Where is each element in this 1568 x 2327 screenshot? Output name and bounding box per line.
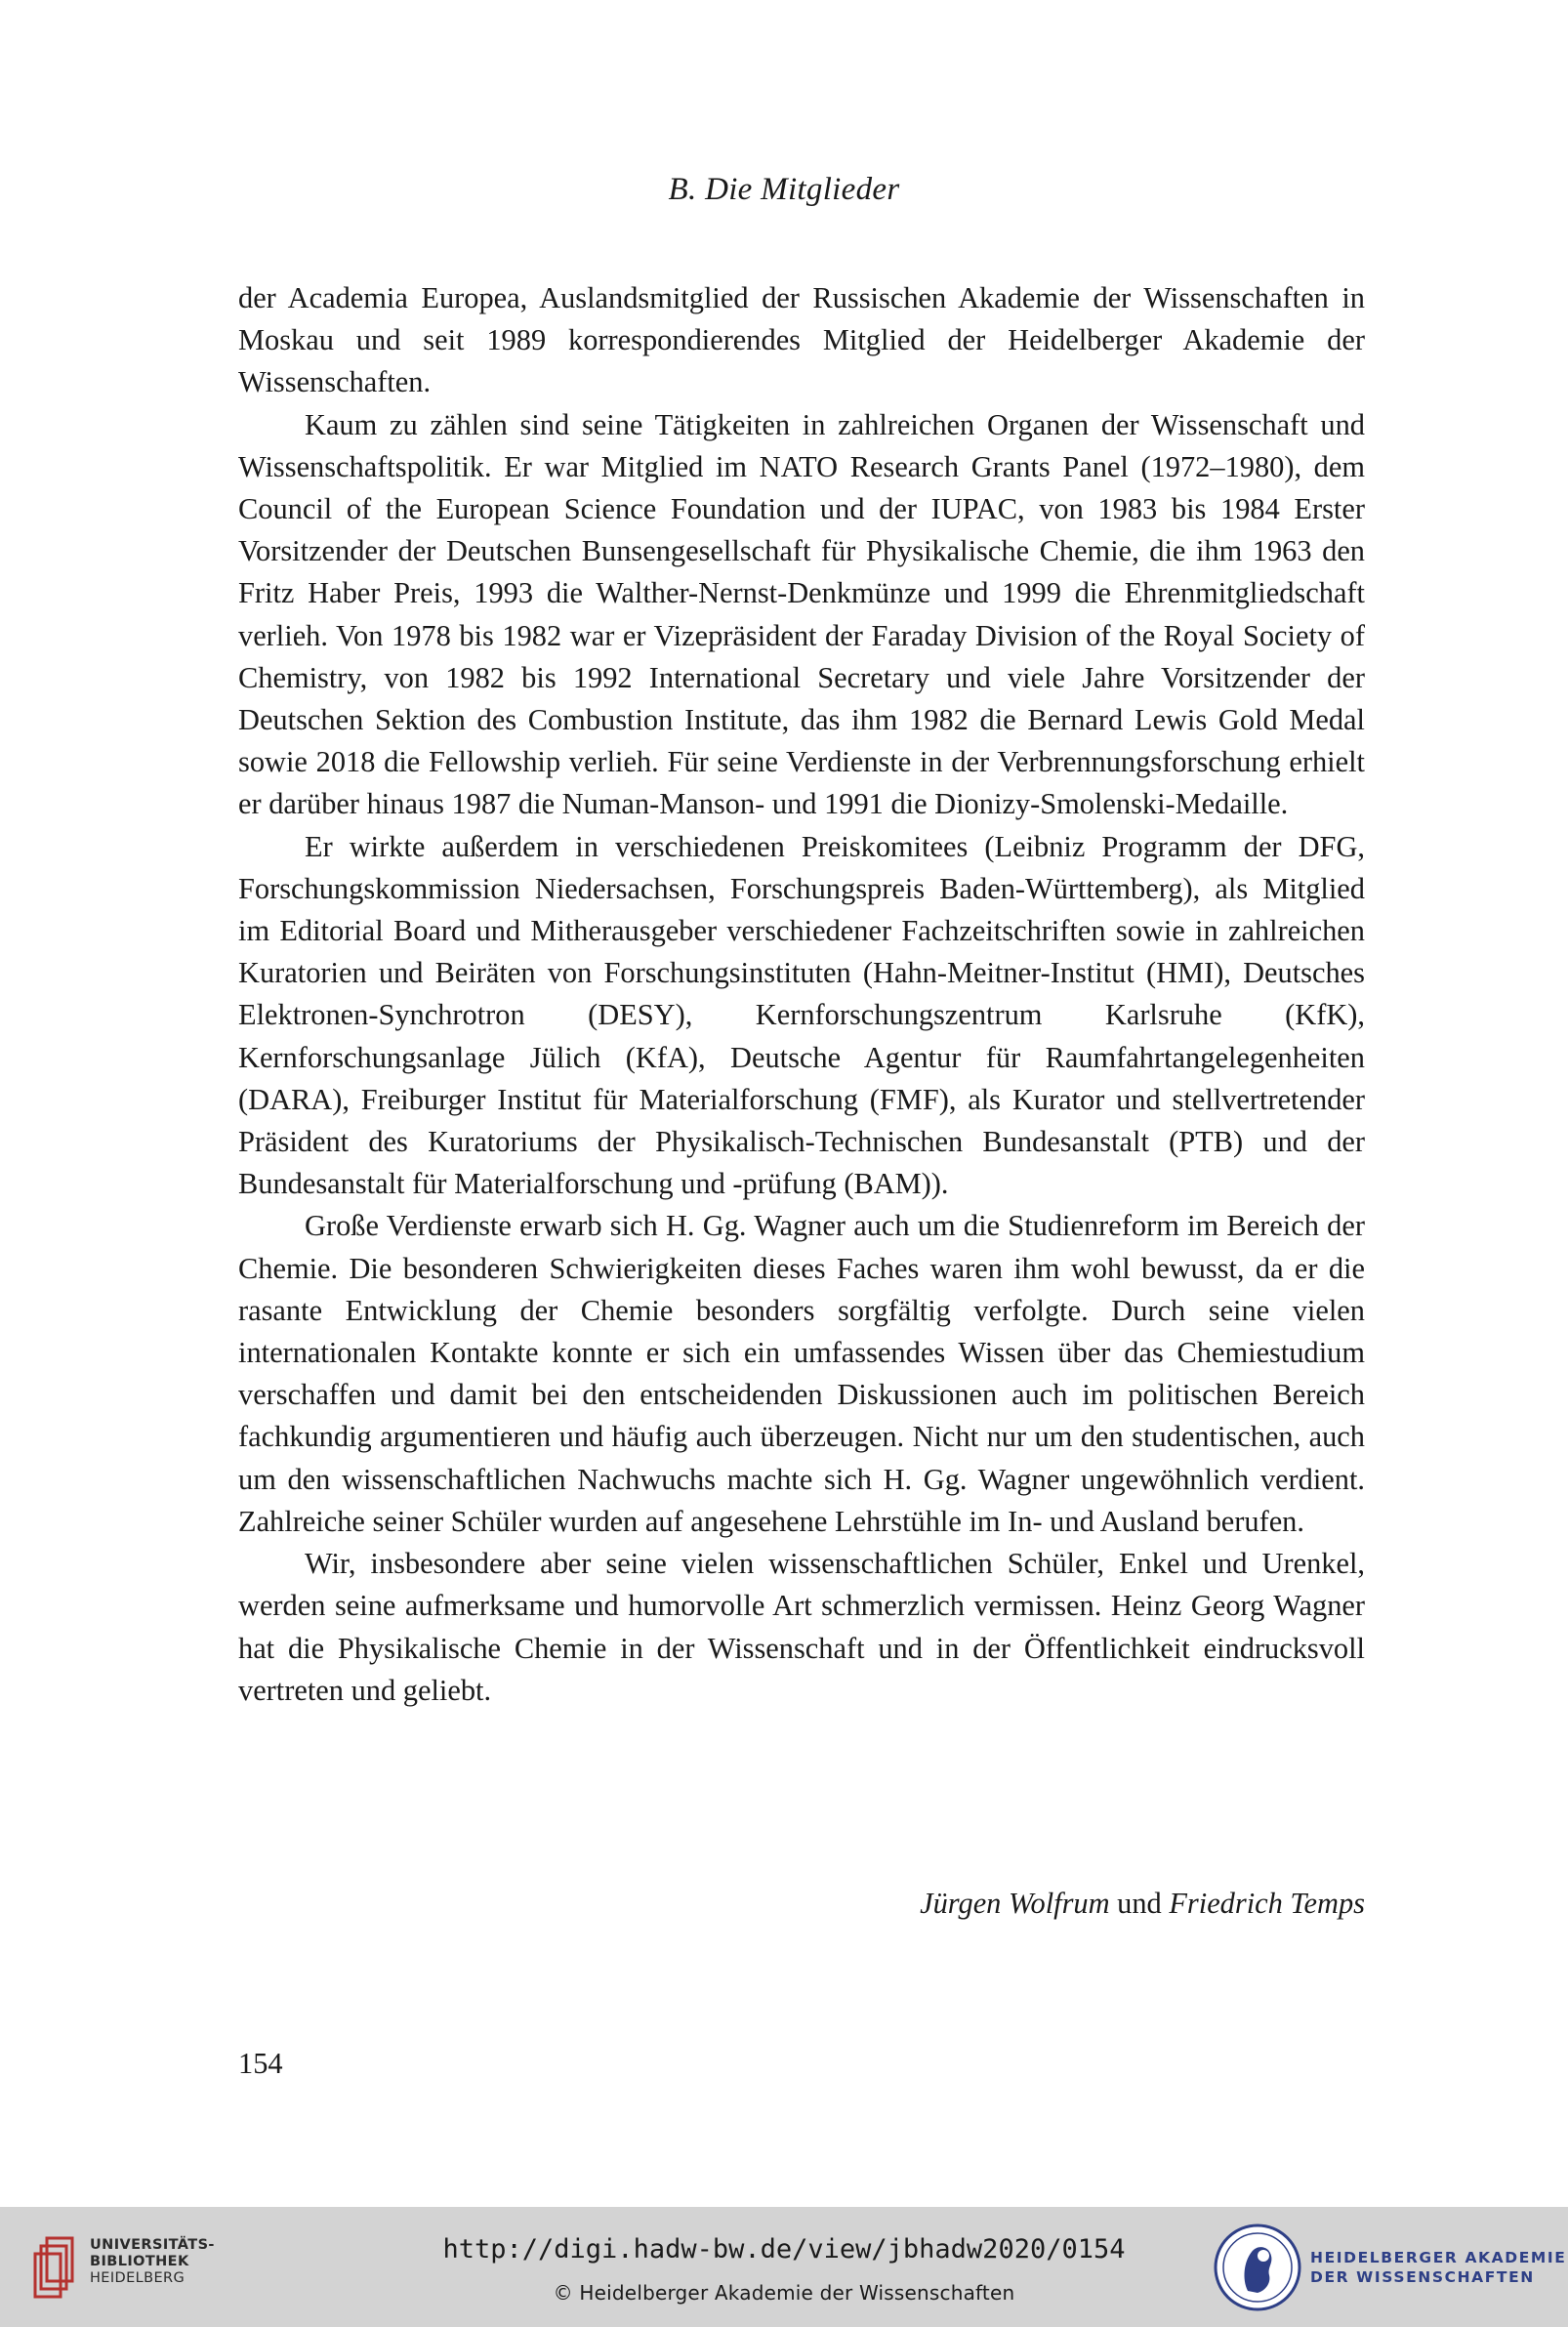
author-connector: und	[1117, 1887, 1162, 1920]
running-header: B. Die Mitglieder	[668, 172, 900, 207]
paragraph: Wir, insbesondere aber seine vielen wissenschaftlichen Schüler, Enkel und Urenkel, werden seine aufmerksame und humorvolle Art schmerzlich vermissen. Heinz Georg Wagner hat die Physikalische Chemie in der Wissenschaft und in der Öffentlichkeit eindrucksvoll vertreten und geliebt.	[238, 1547, 1365, 1707]
library-logo-line: UNIVERSITÄTS-	[90, 2237, 215, 2253]
academy-logo-text	[1310, 2248, 1566, 2287]
page-number: 154	[238, 2047, 283, 2080]
copyright-notice: © Heidelberger Akademie der Wissenschaften	[553, 2281, 1015, 2305]
paragraph: Kaum zu zählen sind seine Tätigkeiten in zahlreichen Organen der Wissenschaft und Wissenschaftspolitik. Er war Mitglied im NATO Research Grants Panel (1972–1980), dem Council of the European Science Foundation und der IUPAC, von 1983 bis 1984 Erster Vorsitzender der Deutschen Bunsengesellschaft für Physikalische Chemie, die ihm 1963 den Fritz Haber Preis, 1993 die Walther-Nernst-Denkmünze und 1999 die Ehrenmitgliedschaft verlieh. Von 1978 bis 1982 war er Vizepräsident der Faraday Division of the Royal Society of Chemistry, von 1982 bis 1992 International Secretary und viele Jahre Vorsitzender der Deutschen Sektion des Combustion Institute, das ihm 1982 die Bernard Lewis Gold Medal sowie 2018 die Fellowship verlieh. Für seine Verdienste in der Verbrennungsforschung erhielt er darüber hinaus 1987 die Numan-Manson- und 1991 die Dionizy-Smolenski-Medaille.	[238, 407, 1365, 821]
author-name: Friedrich Temps	[1169, 1887, 1365, 1920]
library-logo-line: BIBLIOTHEK	[90, 2254, 189, 2269]
author-name: Jürgen Wolfrum	[920, 1887, 1110, 1920]
paragraph: Er wirkte außerdem in verschiedenen Preiskomitees (Leibniz Programm der DFG, Forschungskommission Niedersachsen, Forschungspreis Baden-Württemberg), als Mitglied im Editorial Board und Mitherausgeber verschiedener Fachzeitschriften sowie in zahlreichen Kuratorien und Beiräten von Forschungsinstituten (Hahn-Meitner-Institut (HMI), Deutsches Elektronen-Synchrotron (DESY), Kernforschungszentrum Karlsruhe (KfK), Kernforschungsanlage Jülich (KfA), Deutsche Agentur für Raumfahrtangelegenheiten (DARA), Freiburger Institut für Materialforschung (FMF), als Kurator und stellvertretender Präsident des Kuratoriums der Physikalisch-Technischen Bundesanstalt (PTB) und der Bundesanstalt für Materialforschung und -prüfung (BAM)).	[238, 829, 1365, 1201]
paragraph: der Academia Europea, Auslandsmitglied der Russischen Akademie der Wissenschaften in Moskau und seit 1989 korrespondierendes Mitglied der Heidelberger Akademie der Wissenschaften.	[238, 281, 1365, 399]
academy-seal-icon	[1213, 2223, 1302, 2312]
body-text	[238, 277, 1365, 1712]
source-url-link[interactable]: http://digi.hadw-bw.de/view/jbhadw2020/0154	[442, 2234, 1126, 2265]
paragraph: Große Verdienste erwarb sich H. Gg. Wagner auch um die Studienreform im Bereich der Chemie. Die besonderen Schwierigkeiten dieses Faches waren ihm wohl bewusst, da er die rasante Entwicklung der Chemie besonders sorgfältig verfolgte. Durch seine vielen internationalen Kontakte konnte er sich ein umfassendes Wissen über das Chemiestudium verschaffen und damit bei den entscheidenden Diskussionen auch im politischen Bereich fachkundig argumentieren und häufig auch überzeugen. Nicht nur um den studentischen, auch um den wissenschaftlichen Nachwuchs machte sich H. Gg. Wagner ungewöhnlich verdient. Zahlreiche seiner Schüler wurden auf angesehene Lehrstühle im In- und Ausland berufen.	[238, 1209, 1365, 1538]
library-logo-line: HEIDELBERG	[90, 2270, 186, 2286]
footer-bar	[0, 2207, 1568, 2327]
academy-logo-line: HEIDELBERGER AKADEMIE	[1310, 2249, 1567, 2266]
academy-logo-line: DER WISSENSCHAFTEN	[1310, 2268, 1535, 2286]
author-signature	[238, 1883, 1365, 1925]
